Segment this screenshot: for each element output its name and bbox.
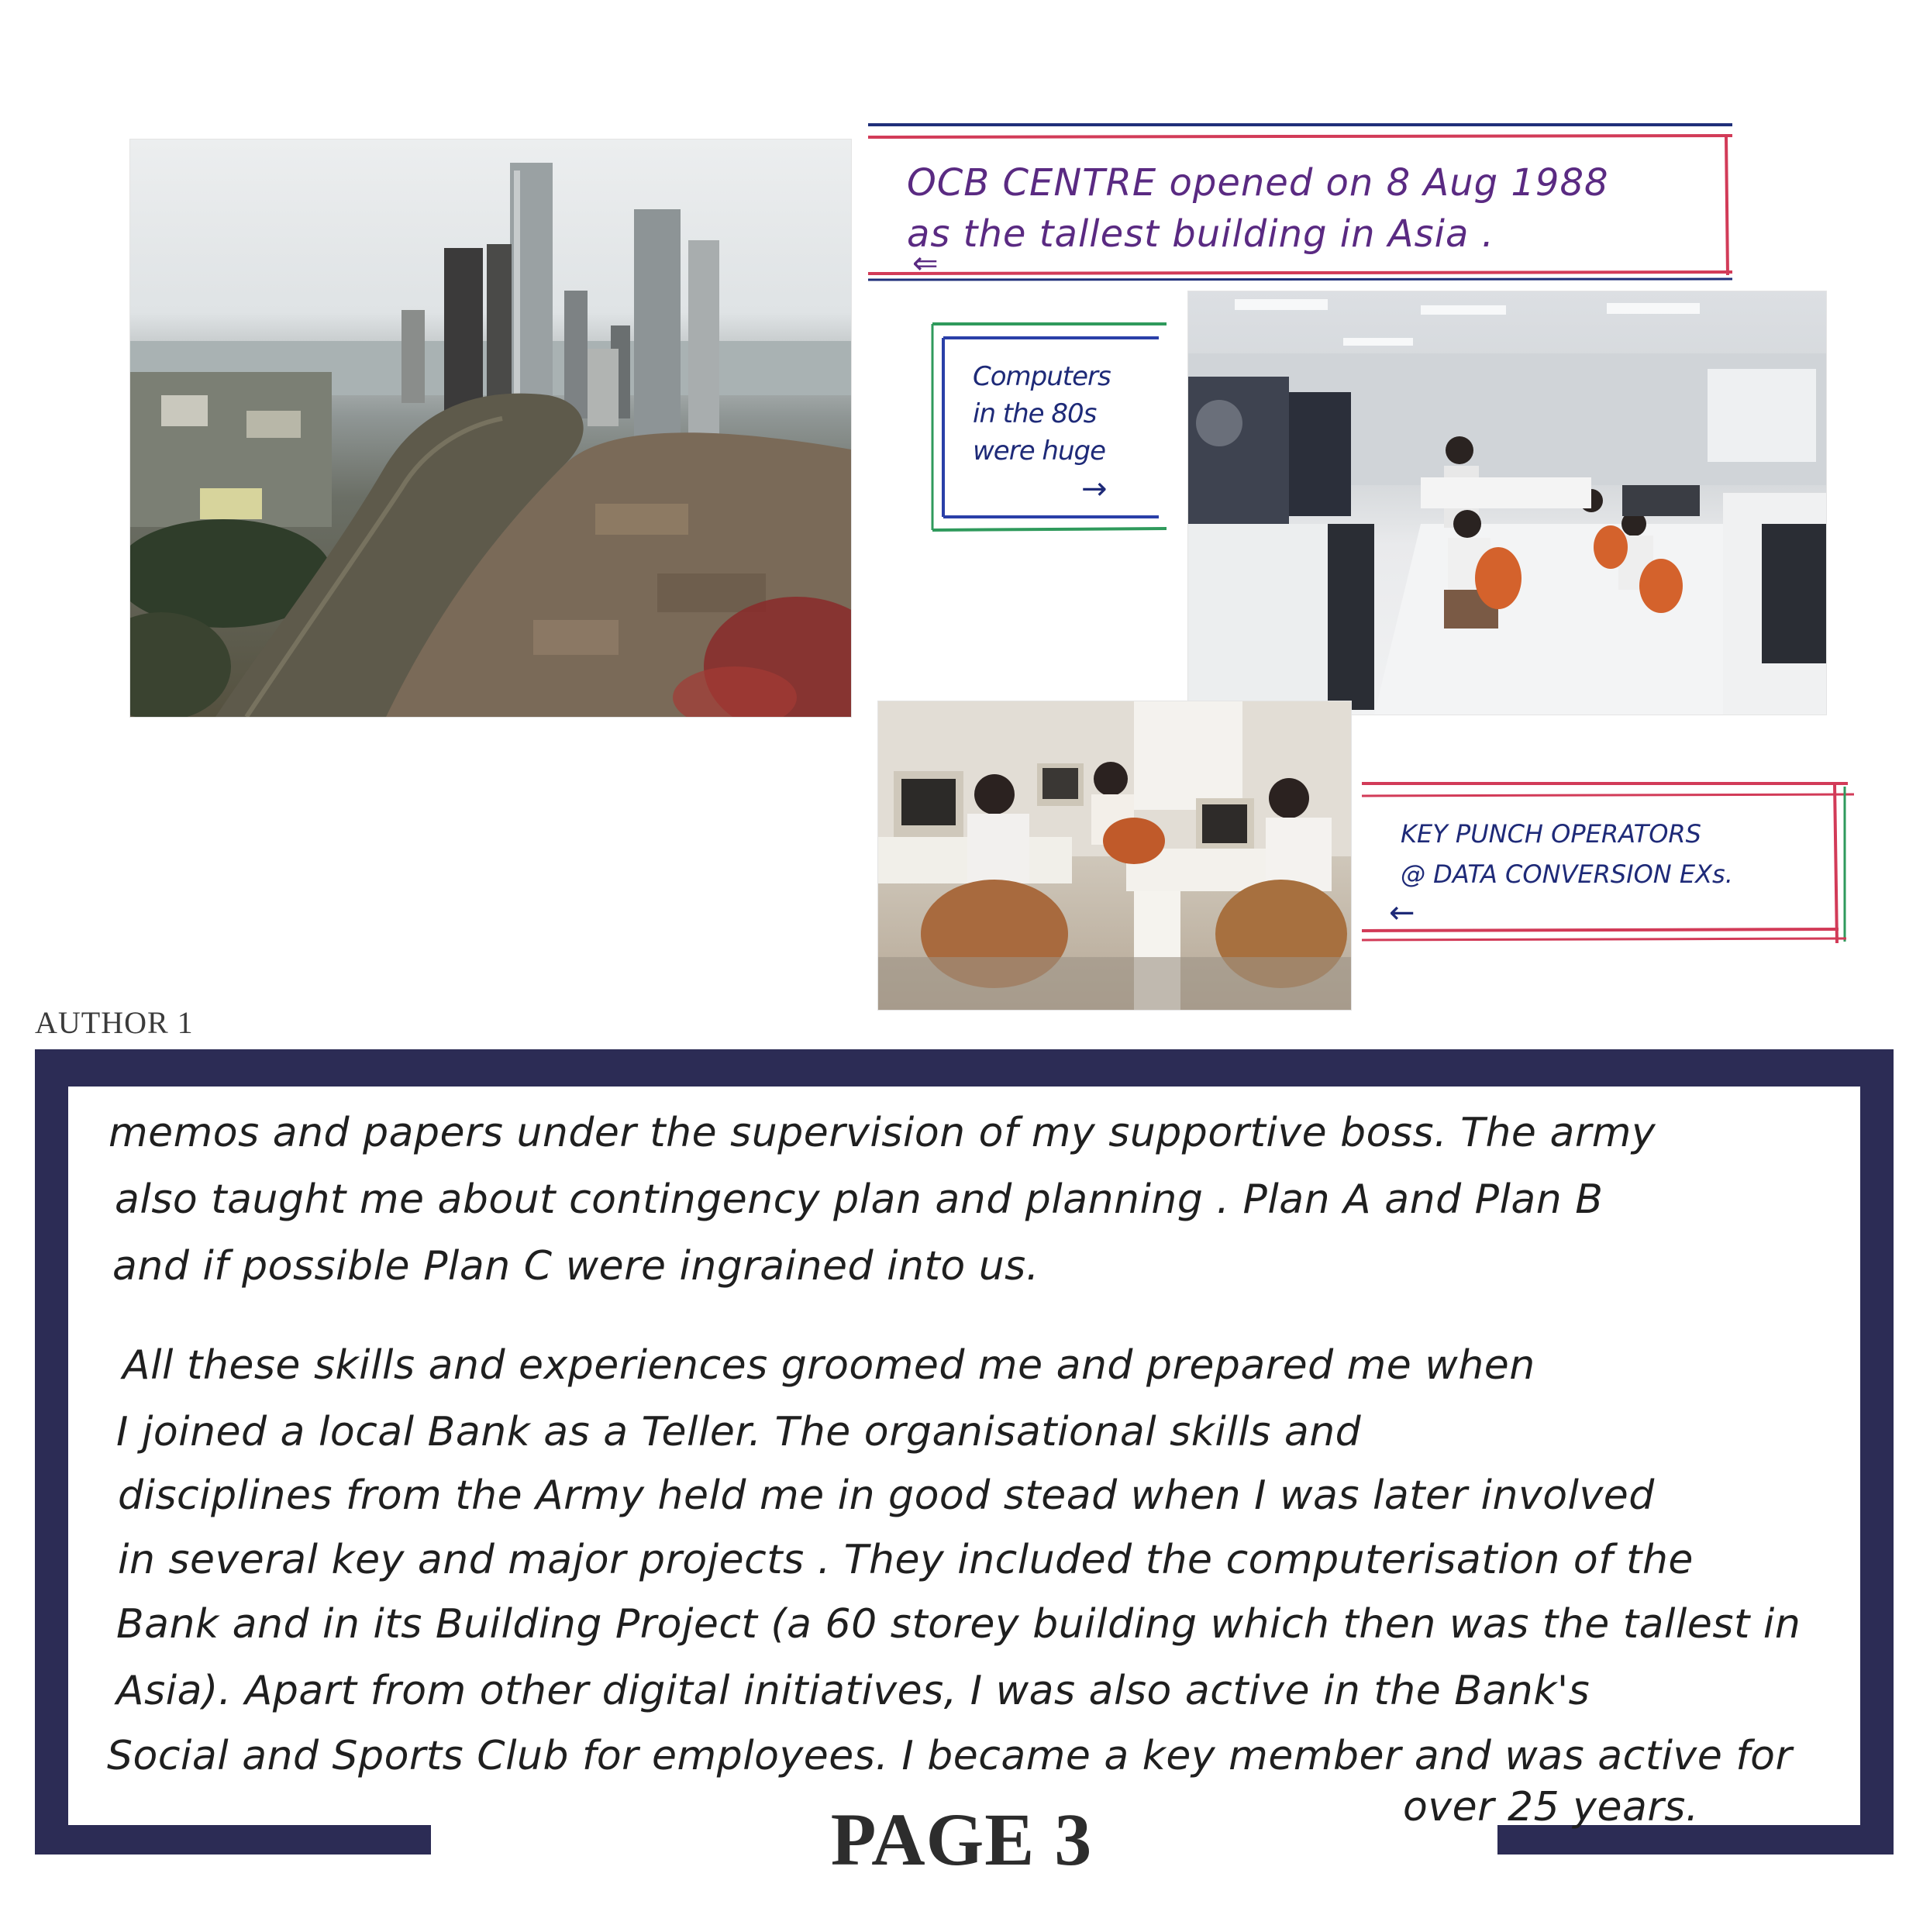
key-punch-operators-photo [878, 701, 1351, 1010]
paragraph-2-line-8: over 25 years. [1403, 1784, 1699, 1830]
key-punch-note-line-1: KEY PUNCH OPERATORS [1401, 819, 1701, 849]
ocbc-note-line-2: as the tallest building in Asia . [907, 212, 1494, 256]
paragraph-2-line-6: Asia). Apart from other digital initiatives, I was also active in the Bank's [116, 1668, 1590, 1714]
paragraph-2-line-1: All these skills and experiences groomed me and prepared me when [122, 1342, 1535, 1389]
author-label: AUTHOR 1 [35, 1005, 194, 1040]
skyline-illustration [130, 139, 851, 717]
computers-note-line-3: were huge [973, 436, 1106, 467]
left-arrow-icon: ← [1389, 895, 1416, 931]
computers-note-text [973, 358, 1111, 470]
paragraph-2-line-5: Bank and in its Building Project (a 60 storey building which then was the tallest in [116, 1601, 1801, 1648]
paragraph-2-line-7: Social and Sports Club for employees. I became a key member and was active for [107, 1733, 1793, 1779]
ocbc-note-line-1: OCB CENTRE opened on 8 Aug 1988 [907, 161, 1609, 205]
ocbc-note-text [907, 157, 1609, 260]
computers-note [926, 319, 1170, 536]
paragraph-1-line-3: and if possible Plan C were ingrained into us. [112, 1243, 1039, 1290]
computer-room-illustration [1188, 291, 1826, 715]
computer-room-photo [1188, 291, 1826, 715]
paragraph-1-line-2: also taught me about contingency plan and planning . Plan A and Plan B [115, 1176, 1604, 1223]
computers-note-line-1: Computers [973, 361, 1111, 392]
right-arrow-icon: → [1081, 471, 1108, 507]
paragraph-2-line-3: disciplines from the Army held me in good stead when I was later involved [118, 1472, 1655, 1519]
ocbc-centre-note [864, 120, 1736, 283]
skyline-photo [130, 139, 851, 717]
key-punch-note-line-2: @ DATA CONVERSION EXs. [1401, 859, 1733, 889]
page-number: PAGE 3 [830, 1798, 1093, 1881]
operators-illustration [878, 701, 1351, 1010]
computers-note-line-2: in the 80s [973, 398, 1097, 429]
left-double-arrow-icon: ⇐ [912, 246, 939, 281]
paragraph-2-line-2: I joined a local Bank as a Teller. The organisational skills and [116, 1409, 1362, 1455]
paragraph-1-line-1: memos and papers under the supervision of my supportive boss. The army [109, 1110, 1656, 1156]
key-punch-note-text [1401, 814, 1733, 894]
key-punch-note [1358, 779, 1854, 953]
paragraph-2-line-4: in several key and major projects . They included the computerisation of the [118, 1537, 1694, 1583]
